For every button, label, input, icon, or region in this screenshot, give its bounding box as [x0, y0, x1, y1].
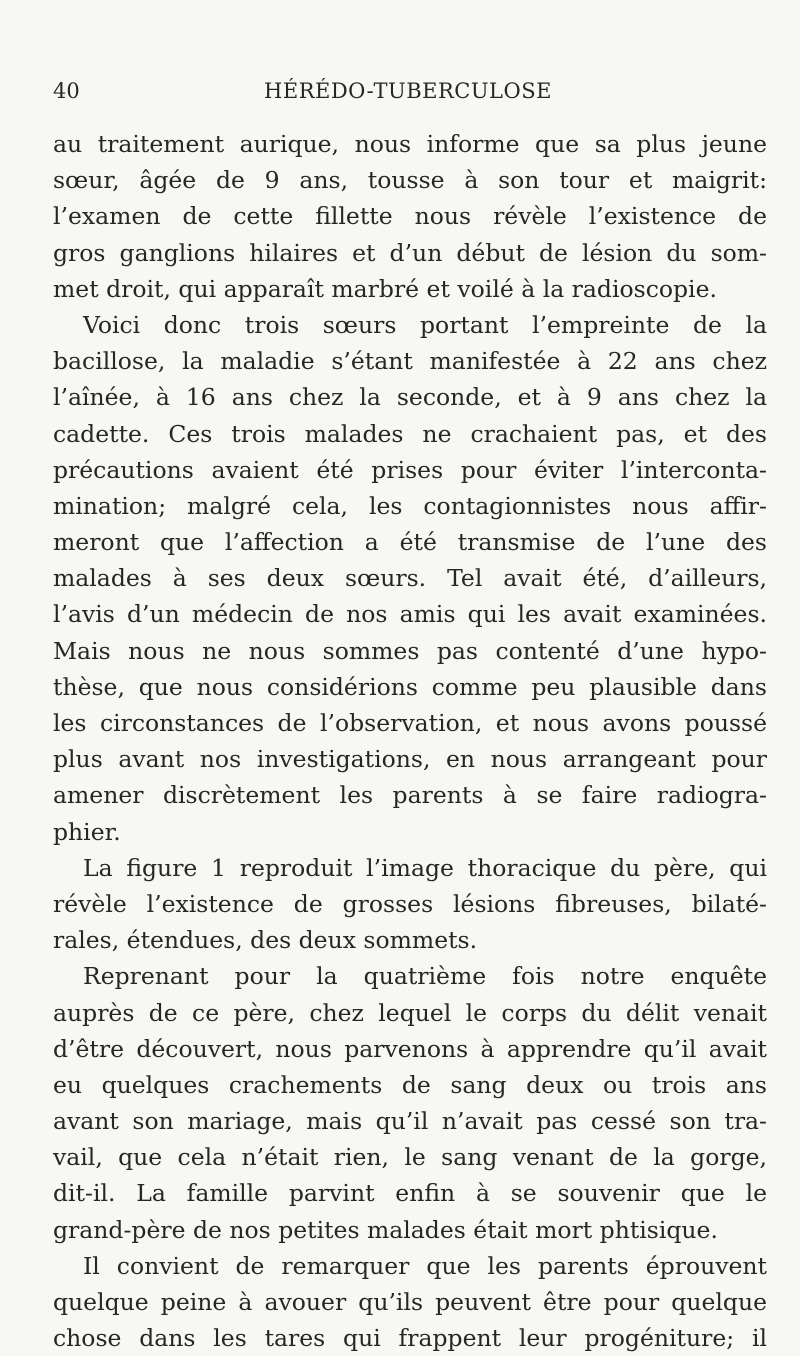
text-line: d’être découvert, nous parvenons à apprendre qu’il avait: [53, 1034, 767, 1063]
text-line: cadette. Ces trois malades ne crachaient pas, et des: [53, 419, 767, 448]
text-line: plus avant nos investigations, en nous arrangeant pour: [53, 745, 767, 774]
text-line: Il convient de remarquer que les parents éprouvent: [83, 1251, 767, 1280]
text-line: l’avis d’un médecin de nos amis qui les avait examinées.: [53, 600, 767, 629]
text-line: phier.: [53, 817, 121, 846]
text-line: mination; malgré cela, les contagionnistes nous affir-: [53, 491, 767, 520]
page-header: [53, 76, 763, 110]
text-line: La figure 1 reproduit l’image thoracique du père, qui: [83, 853, 767, 882]
running-title: HÉRÉDO-TUBERCULOSE: [264, 79, 552, 103]
text-line: gros ganglions hilaires et d’un début de lésion du som-: [53, 238, 767, 267]
text-line: met droit, qui apparaît marbré et voilé à la radioscopie.: [53, 274, 717, 303]
text-line: rales, étendues, des deux sommets.: [53, 926, 478, 955]
text-line: grand-père de nos petites malades était mort phtisique.: [53, 1215, 718, 1244]
text-line: Mais nous ne nous sommes pas contenté d’une hypo-: [53, 636, 767, 665]
text-line: bacillose, la maladie s’étant manifestée à 22 ans chez: [53, 347, 767, 376]
text-line: amener discrètement les parents à se faire radiogra-: [53, 781, 767, 810]
page-number: 40: [53, 79, 80, 103]
text-line: quelque peine à avouer qu’ils peuvent être pour quelque: [53, 1288, 767, 1316]
text-line: vail, que cela n’était rien, le sang venant de la gorge,: [53, 1143, 767, 1172]
text-line: meront que l’affection a été transmise de l’une des: [53, 528, 767, 557]
text-line: auprès de ce père, chez lequel le corps du délit venait: [53, 998, 767, 1027]
text-line: Reprenant pour la quatrième fois notre enquête: [83, 962, 767, 991]
body-text: [53, 126, 767, 1356]
text-line: l’examen de cette fillette nous révèle l’existence de: [53, 202, 767, 231]
text-line: les circonstances de l’observation, et nous avons poussé: [53, 709, 767, 737]
text-line: eu quelques crachements de sang deux ou trois ans: [53, 1070, 767, 1099]
text-line: malades à ses deux sœurs. Tel avait été, d’ailleurs,: [53, 564, 767, 593]
text-line: précautions avaient été prises pour éviter l’interconta-: [53, 455, 767, 484]
text-line: thèse, que nous considérions comme peu plausible dans: [53, 672, 767, 701]
text-line: dit-il. La famille parvint enfin à se souvenir que le: [53, 1179, 767, 1208]
text-line: Voici donc trois sœurs portant l’empreinte de la: [83, 310, 767, 339]
text-line: révèle l’existence de grosses lésions fibreuses, bilaté-: [53, 889, 767, 918]
text-line: chose dans les tares qui frappent leur progéniture; il: [53, 1324, 767, 1353]
text-line: sœur, âgée de 9 ans, tousse à son tour et maigrit:: [53, 166, 767, 195]
text-line: l’aînée, à 16 ans chez la seconde, et à 9 ans chez la: [53, 383, 767, 412]
text-line: au traitement aurique, nous informe que sa plus jeune: [53, 130, 767, 158]
text-line: avant son mariage, mais qu’il n’avait pas cessé son tra-: [53, 1107, 767, 1136]
